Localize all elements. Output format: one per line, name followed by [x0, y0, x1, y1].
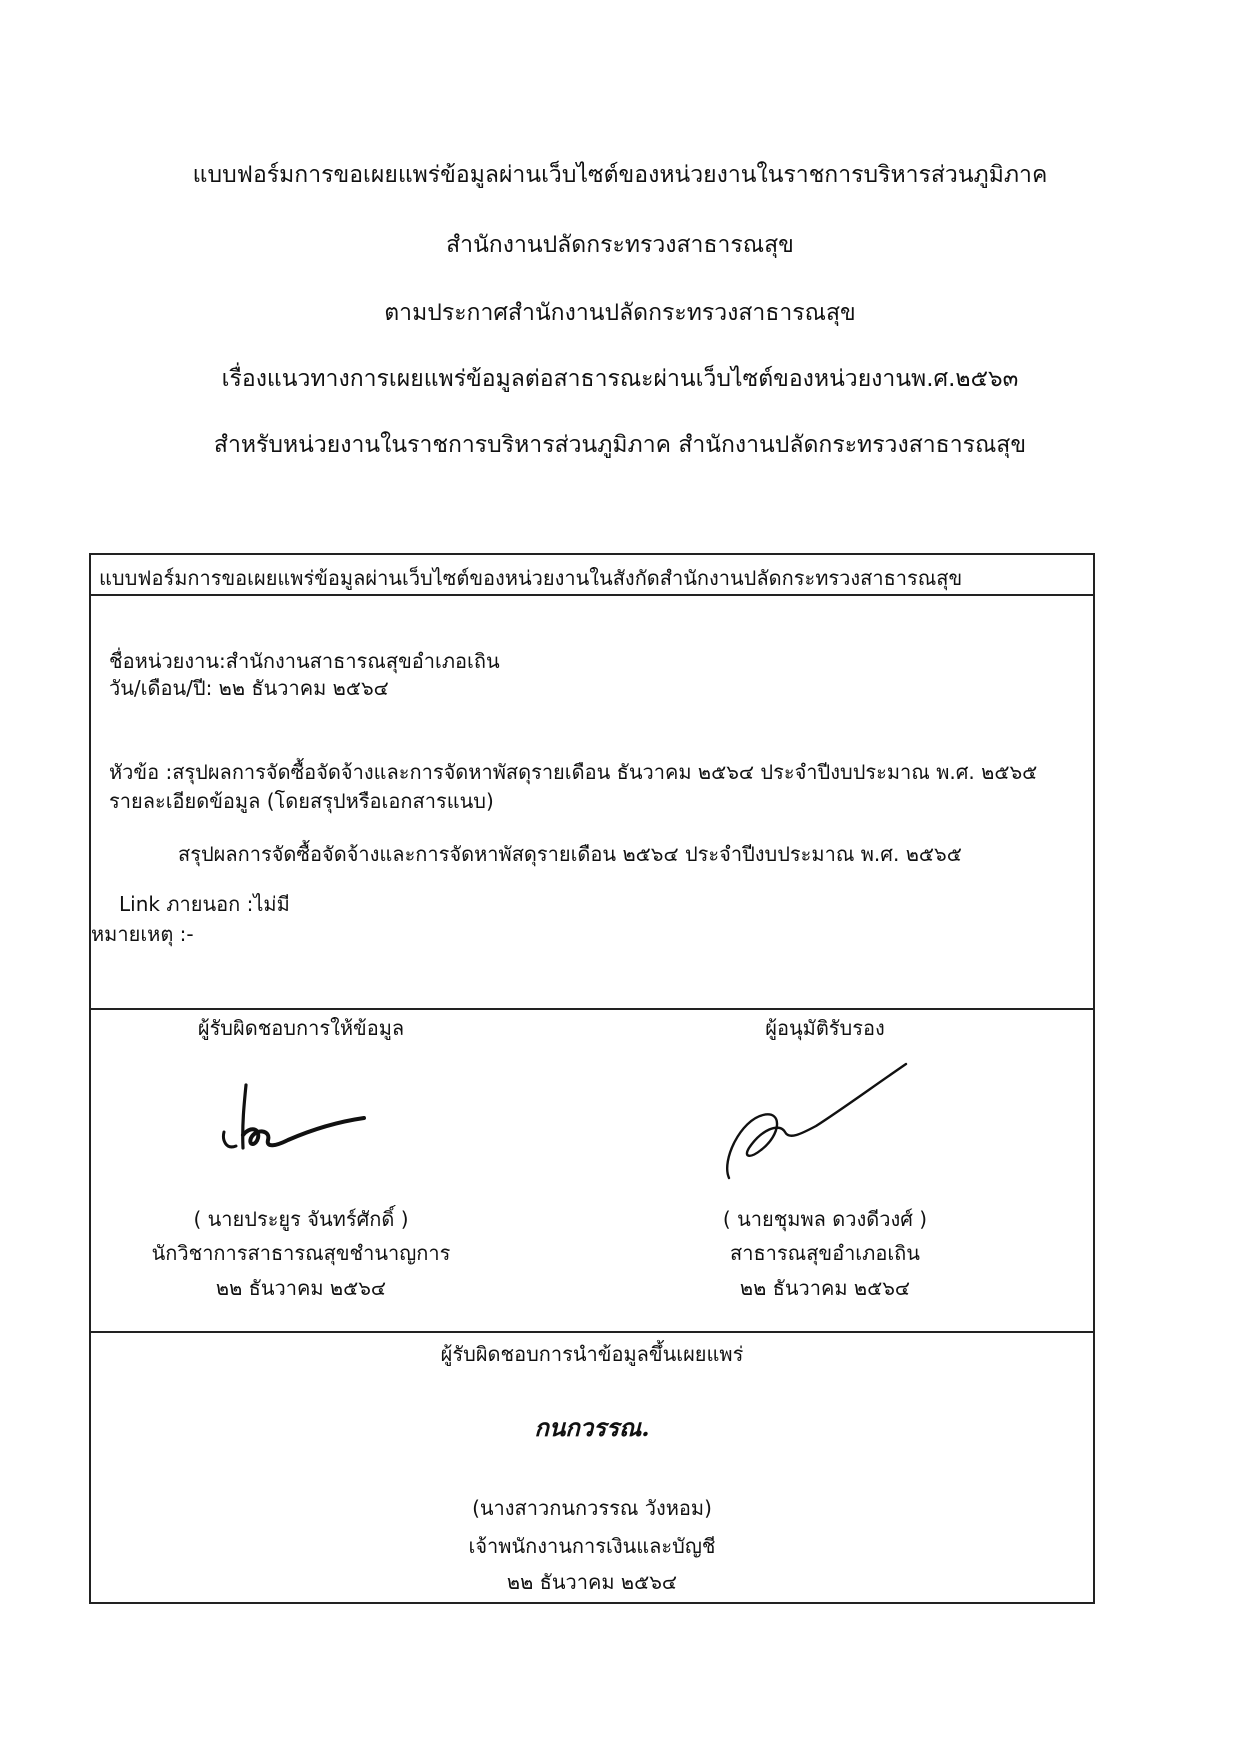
link-line: Link ภายนอก :ไม่มี — [119, 892, 290, 916]
publication-form — [89, 553, 1095, 1604]
agency-line: ชื่อหน่วยงาน:สำนักงานสาธารณสุขอำเภอเถิน — [109, 649, 500, 673]
date-line: วัน/เดือน/ปี: ๒๒ ธันวาคม ๒๕๖๔ — [109, 676, 389, 700]
responsible-name: ( นายประยูร จันทร์ศักดิ์ ) — [193, 1207, 409, 1231]
header-line-2: สำนักงานปลัดกระทรวงสาธารณสุข — [446, 232, 794, 258]
publisher-handwritten-signature: กนกวรรณ. — [534, 1413, 650, 1442]
approver-signature-icon — [721, 1060, 911, 1185]
divider-publisher — [91, 1331, 1093, 1333]
detail-text: สรุปผลการจัดซื้อจัดจ้างและการจัดหาพัสดุรายเดือน ๒๕๖๔ ประจำปีงบประมาณ พ.ศ. ๒๕๖๕ — [178, 842, 962, 866]
publisher-date: ๒๒ ธันวาคม ๒๕๖๔ — [506, 1570, 678, 1594]
header-line-3: ตามประกาศสำนักงานปลัดกระทรวงสาธารณสุข — [384, 300, 856, 326]
responsible-heading: ผู้รับผิดชอบการให้ข้อมูล — [197, 1016, 405, 1040]
publisher-heading: ผู้รับผิดชอบการนำข้อมูลขึ้นเผยแพร่ — [440, 1342, 744, 1366]
approver-date: ๒๒ ธันวาคม ๒๕๖๔ — [739, 1276, 911, 1300]
responsible-date: ๒๒ ธันวาคม ๒๕๖๔ — [215, 1276, 387, 1300]
header-line-5: สำหรับหน่วยงานในราชการบริหารส่วนภูมิภาค สำนักงานปลัดกระทรวงสาธารณสุข — [213, 432, 1027, 458]
note-line: หมายเหตุ :- — [91, 922, 194, 946]
divider-signatures — [91, 1008, 1093, 1010]
approver-name: ( นายชุมพล ดวงดีวงศ์ ) — [722, 1207, 928, 1231]
publisher-position: เจ้าพนักงานการเงินและบัญชี — [468, 1534, 716, 1558]
subject-line: หัวข้อ :สรุปผลการจัดซื้อจัดจ้างและการจัดหาพัสดุรายเดือน ธันวาคม ๒๕๖๔ ประจำปีงบประมาณ พ.ศ. ๒๕๖๕ — [109, 760, 1038, 784]
publisher-name: (นางสาวกนกวรรณ วังหอม) — [472, 1496, 712, 1520]
approver-heading: ผู้อนุมัติรับรอง — [765, 1016, 885, 1040]
header-line-1: แบบฟอร์มการขอเผยแพร่ข้อมูลผ่านเว็บไซต์ของหน่วยงานในราชการบริหารส่วนภูมิภาค — [192, 162, 1048, 188]
responsible-signature-icon — [216, 1080, 376, 1160]
responsible-position: นักวิชาการสาธารณสุขชำนาญการ — [151, 1241, 451, 1265]
approver-position: สาธารณสุขอำเภอเถิน — [730, 1241, 920, 1265]
form-title: แบบฟอร์มการขอเผยแพร่ข้อมูลผ่านเว็บไซต์ของหน่วยงานในสังกัดสำนักงานปลัดกระทรวงสาธารณสุข — [99, 566, 963, 590]
detail-label: รายละเอียดข้อมูล (โดยสรุปหรือเอกสารแนบ) — [109, 789, 494, 813]
divider-title — [91, 594, 1093, 596]
header-line-4: เรื่องแนวทางการเผยแพร่ข้อมูลต่อสาธารณะผ่านเว็บไซต์ของหน่วยงานพ.ศ.๒๕๖๓ — [221, 366, 1019, 392]
